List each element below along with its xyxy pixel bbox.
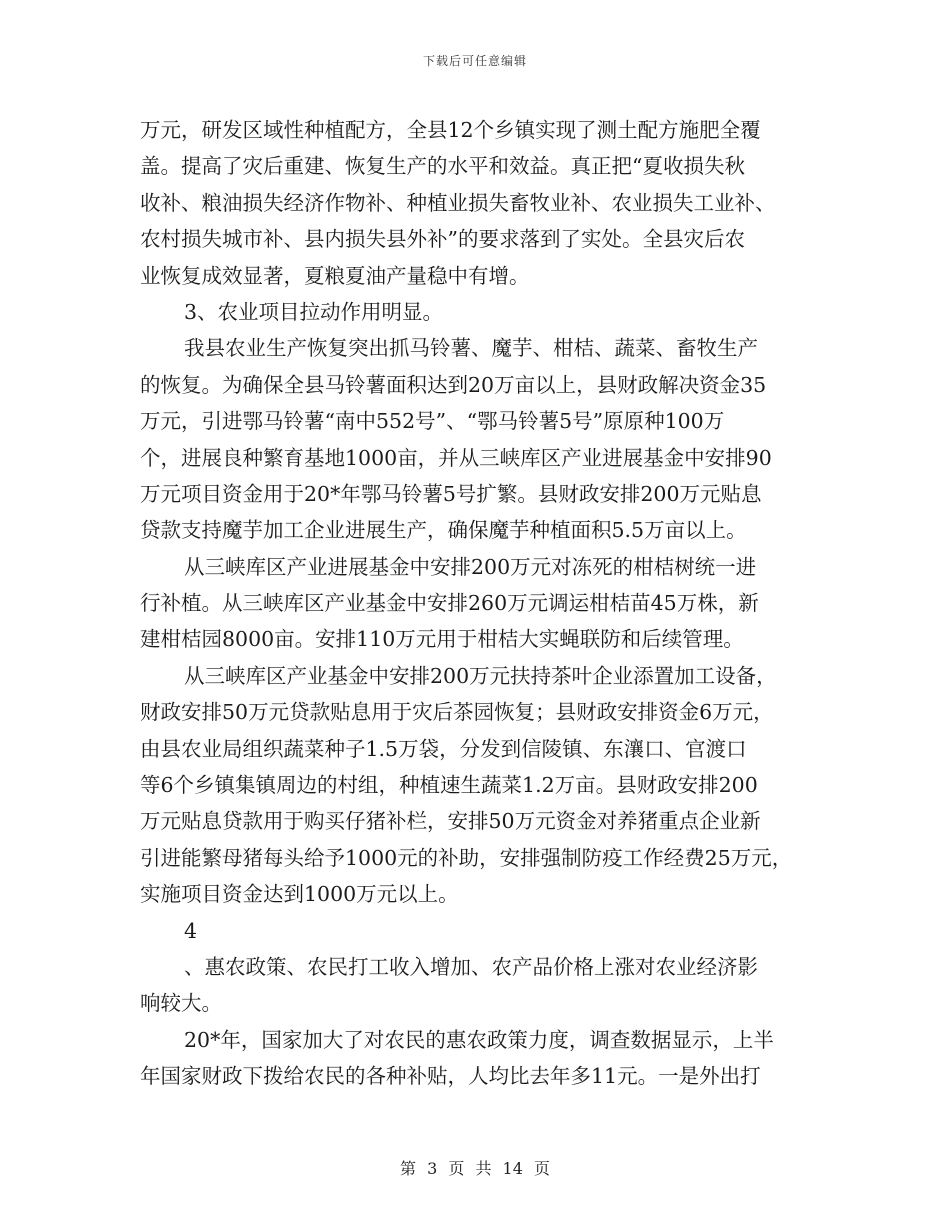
text-line: 行补植。从三峡库区产业基金中安排260万元调运柑桔苗45万株，新 xyxy=(140,591,759,616)
text-line: 4 xyxy=(184,918,198,943)
text-line: 实施项目资金达到1000万元以上。 xyxy=(140,882,459,907)
document-body xyxy=(140,112,830,1095)
text-line: 万元，引进鄂马铃薯“南中552号”、“鄂马铃薯5号”原原种100万 xyxy=(140,409,725,434)
text-line: 建柑桔园8000亩。安排110万元用于柑桔大实蝇联防和后续管理。 xyxy=(140,627,744,652)
text-line: 从三峡库区产业进展基金中安排200万元对冻死的柑桔树统一进 xyxy=(184,554,757,579)
page-footer: 第 3 页 共 14 页 xyxy=(400,1159,550,1178)
text-line: 盖。提高了灾后重建、恢复生产的水平和效益。真正把“夏收损失秋 xyxy=(140,154,745,179)
text-line: 万元项目资金用于20*年鄂马铃薯5号扩繁。县财政安排200万元贴息 xyxy=(140,481,762,506)
text-line: 财政安排50万元贷款贴息用于灾后茶园恢复；县财政安排资金6万元， xyxy=(140,700,774,725)
text-line: 年国家财政下拨给农民的各种补贴，人均比去年多11元。一是外出打 xyxy=(140,1064,761,1089)
text-line: 3、农业项目拉动作用明显。 xyxy=(184,299,444,324)
text-line: 个，进展良种繁育基地1000亩，并从三峡库区产业进展基金中安排90 xyxy=(140,445,772,470)
text-line: 万元贴息贷款用于购买仔猪补栏，安排50万元资金对养猪重点企业新 xyxy=(140,809,761,834)
text-line: 20*年，国家加大了对农民的惠农政策力度，调查数据显示，上半 xyxy=(184,1027,774,1052)
text-line: 万元，研发区域性种植配方，全县12个乡镇实现了测土配方施肥全覆 xyxy=(140,118,761,142)
text-line: 收补、粮油损失经济作物补、种植业损失畜牧业补、农业损失工业补、 xyxy=(140,190,776,215)
text-line: 贷款支持魔芋加工企业进展生产，确保魔芋种植面积5.5万亩以上。 xyxy=(140,518,747,543)
text-line: 响较大。 xyxy=(140,991,222,1016)
text-line: 等6个乡镇集镇周边的村组，种植速生蔬菜1.2万亩。县财政安排200 xyxy=(140,773,758,798)
text-line: 的恢复。为确保全县马铃薯面积达到20万亩以上，县财政解决资金35 xyxy=(140,372,767,397)
text-line: 从三峡库区产业基金中安排200万元扶持茶叶企业添置加工设备， xyxy=(184,663,777,688)
page-header: 下载后可任意编辑 xyxy=(422,54,527,68)
text-line: 引进能繁母猪每头给予1000元的补助，安排强制防疫工作经费25万元， xyxy=(140,845,793,870)
text-line: 业恢复成效显著，夏粮夏油产量稳中有增。 xyxy=(140,263,530,288)
text-line: 由县农业局组织蔬菜种子1.5万袋，分发到信陵镇、东瀼口、官渡口 xyxy=(140,736,747,761)
text-line: 、惠农政策、农民打工收入增加、农产品价格上涨对农业经济影 xyxy=(184,954,758,979)
text-line: 农村损失城市补、县内损失县外补”的要求落到了实处。全县灾后农 xyxy=(140,227,745,252)
text-line: 我县农业生产恢复突出抓马铃薯、魔芋、柑桔、蔬菜、畜牧生产 xyxy=(184,336,758,361)
